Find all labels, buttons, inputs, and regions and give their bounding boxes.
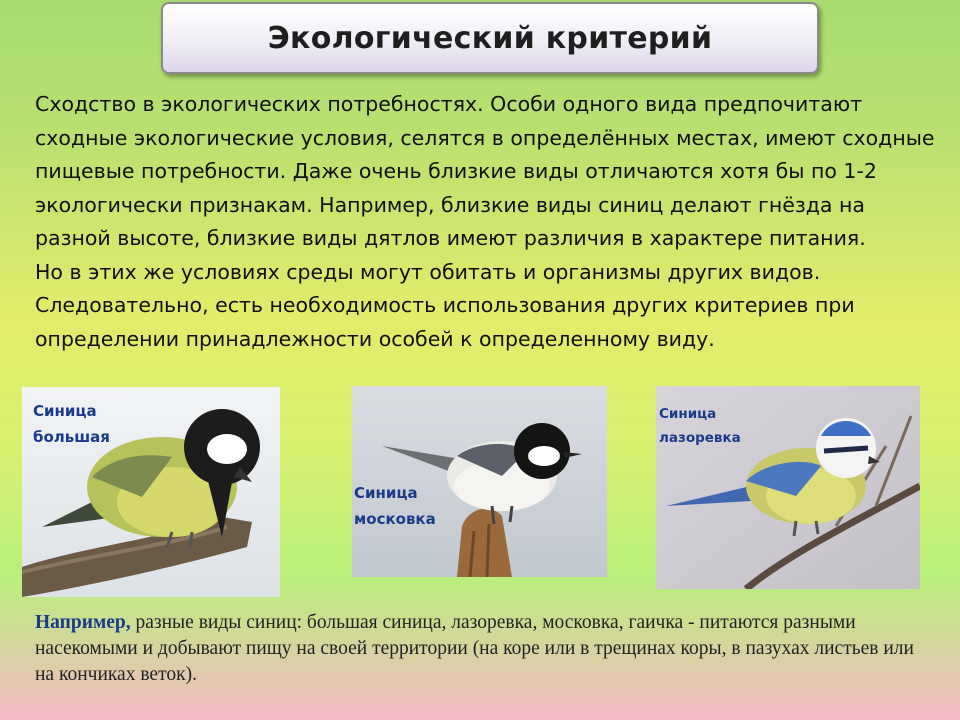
caption-coal-tit-line2: московка [354,510,436,528]
caption-blue-tit [659,402,741,450]
example-text [35,610,915,688]
slide-title: Экологический критерий [267,20,713,56]
title-box [161,2,819,74]
caption-blue-tit-line2: лазоревка [659,430,741,446]
caption-coal-tit-line1: Синица [354,484,418,502]
body-paragraph-1: Сходство в экологических потребностях. Особи одного вида предпочитают сходные экологические условия, селятся в определённых местах, имеют сходные пищевые потребности. Даже очень близкие виды отличаются хотя бы по 1-2 экологически признакам. Например, близкие виды синиц делают гнёзда на разной высоте, близкие виды дятлов имеют различия в характере питания. [35,92,935,250]
example-lead: Например, [35,612,131,633]
caption-coal-tit [354,480,436,532]
caption-blue-tit-line1: Синица [659,406,717,422]
caption-great-tit [33,398,110,450]
caption-great-tit-line1: Синица [33,402,97,420]
example-body: разные виды синиц: большая синица, лазоревка, московка, гаичка - питаются разными насекомыми и добывают пищу на своей территории (на коре или в трещинах коры, в пазухах листьев или на кончиках веток). [35,612,914,685]
caption-great-tit-line2: большая [33,428,110,446]
body-text [35,88,935,356]
body-paragraph-2: Но в этих же условиях среды могут обитать и организмы других видов. Следовательно, есть необходимость использования других критериев при определении принадлежности особей к определенному виду. [35,259,855,351]
